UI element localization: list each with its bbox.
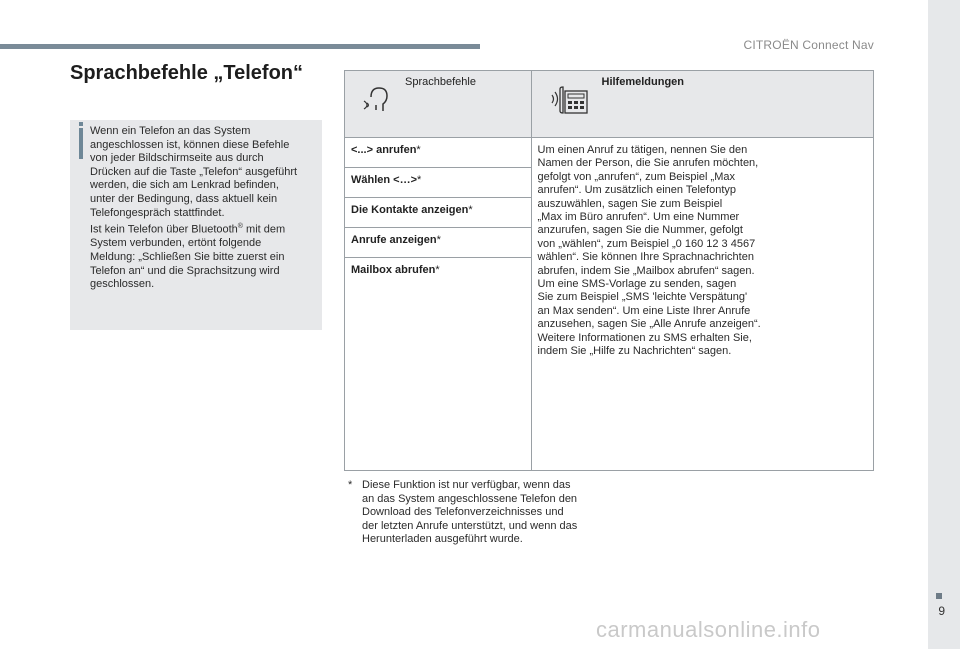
page-number: 9	[938, 604, 945, 618]
voice-command-table	[344, 70, 874, 471]
commands-header-label: Sprachbefehle	[405, 76, 476, 88]
info-text-part1: Wenn ein Telefon an das System angeschlossen ist, können diese Befehle von jeder Bildschirmseite aus durch Drücken auf die Taste „Telefon“ ausgeführt werden, die sich am Lenkrad befinden, unter der Bedingung, dass aktuell kein Telefongespräch stattfindet. Ist kein Telefon über Bluetooth	[90, 125, 298, 236]
voice-command-icon	[363, 83, 395, 115]
command-row	[345, 198, 532, 228]
command-star: *	[435, 264, 440, 276]
info-box	[70, 120, 322, 330]
brand-label: CITROËN Connect Nav	[743, 38, 874, 52]
command-label: <...> anrufen	[351, 144, 417, 156]
info-text-part2: mit dem System verbunden, ertönt folgende Meldung: „Schließen Sie bitte zuerst ein Telefon an“ und die Sprachsitzung wird geschlossen.	[90, 223, 286, 291]
command-label: Die Kontakte anzeigen	[351, 204, 469, 216]
footnote-text: Diese Funktion ist nur verfügbar, wenn das an das System angeschlossene Telefon den Download des Telefonverzeichnisses und der letzten Anrufe unterstützt, und wenn das Herunterladen ausgeführt wurde.	[362, 479, 578, 546]
side-strip	[928, 0, 960, 649]
command-row	[345, 258, 532, 471]
command-star: *	[436, 234, 441, 246]
command-row	[345, 168, 532, 198]
page-title: Sprachbefehle „Telefon“	[70, 62, 304, 84]
command-label: Anrufe anzeigen	[351, 234, 437, 246]
help-cell	[531, 138, 874, 471]
page-marker-icon	[936, 593, 942, 599]
watermark: carmanualsonline.info	[596, 617, 821, 642]
info-icon-dot	[79, 122, 83, 126]
command-label: Mailbox abrufen	[351, 264, 436, 276]
header-cell-commands	[345, 71, 532, 138]
help-header-label: Hilfemeldungen	[601, 76, 685, 88]
help-text: Um einen Anruf zu tätigen, nennen Sie den Namen der Person, die Sie anrufen möchten, gefolgt von „anrufen“, zum Beispiel „Max anrufen“. Um zusätzlich einen Telefontyp auszuwählen, sagen Sie zum Beispiel „Max im Büro anrufen“. Um eine Nummer anzurufen, sagen Sie die Nummer, gefolgt von „wählen“, zum Beispiel „0 160 12 3 4567 wählen“. Sie können Ihre Sprachnachrichten abrufen, indem Sie „Mailbox abrufen“ sagen. Um eine SMS-Vorlage zu senden, sagen Sie zum Beispiel „SMS 'leichte Verspätung' an Max senden“. Um eine Liste Ihrer Anrufe anzusehen, sagen Sie „Alle Anrufe anzeigen“. Weitere Informationen zu SMS erhalten Sie, indem Sie „Hilfe zu Nachrichten“ sagen.	[537, 144, 761, 358]
info-text	[90, 125, 320, 292]
header-rule	[0, 44, 480, 49]
command-row	[345, 138, 532, 168]
command-row	[345, 228, 532, 258]
info-icon	[79, 128, 83, 159]
command-label: Wählen <…>	[351, 174, 418, 186]
command-star: *	[417, 174, 422, 186]
header-cell-help	[531, 71, 874, 138]
voice-phone-icon	[550, 83, 594, 119]
registered-mark: ®	[237, 223, 243, 231]
command-star: *	[416, 144, 421, 156]
command-star: *	[468, 204, 473, 216]
footnote-marker: *	[348, 479, 353, 491]
